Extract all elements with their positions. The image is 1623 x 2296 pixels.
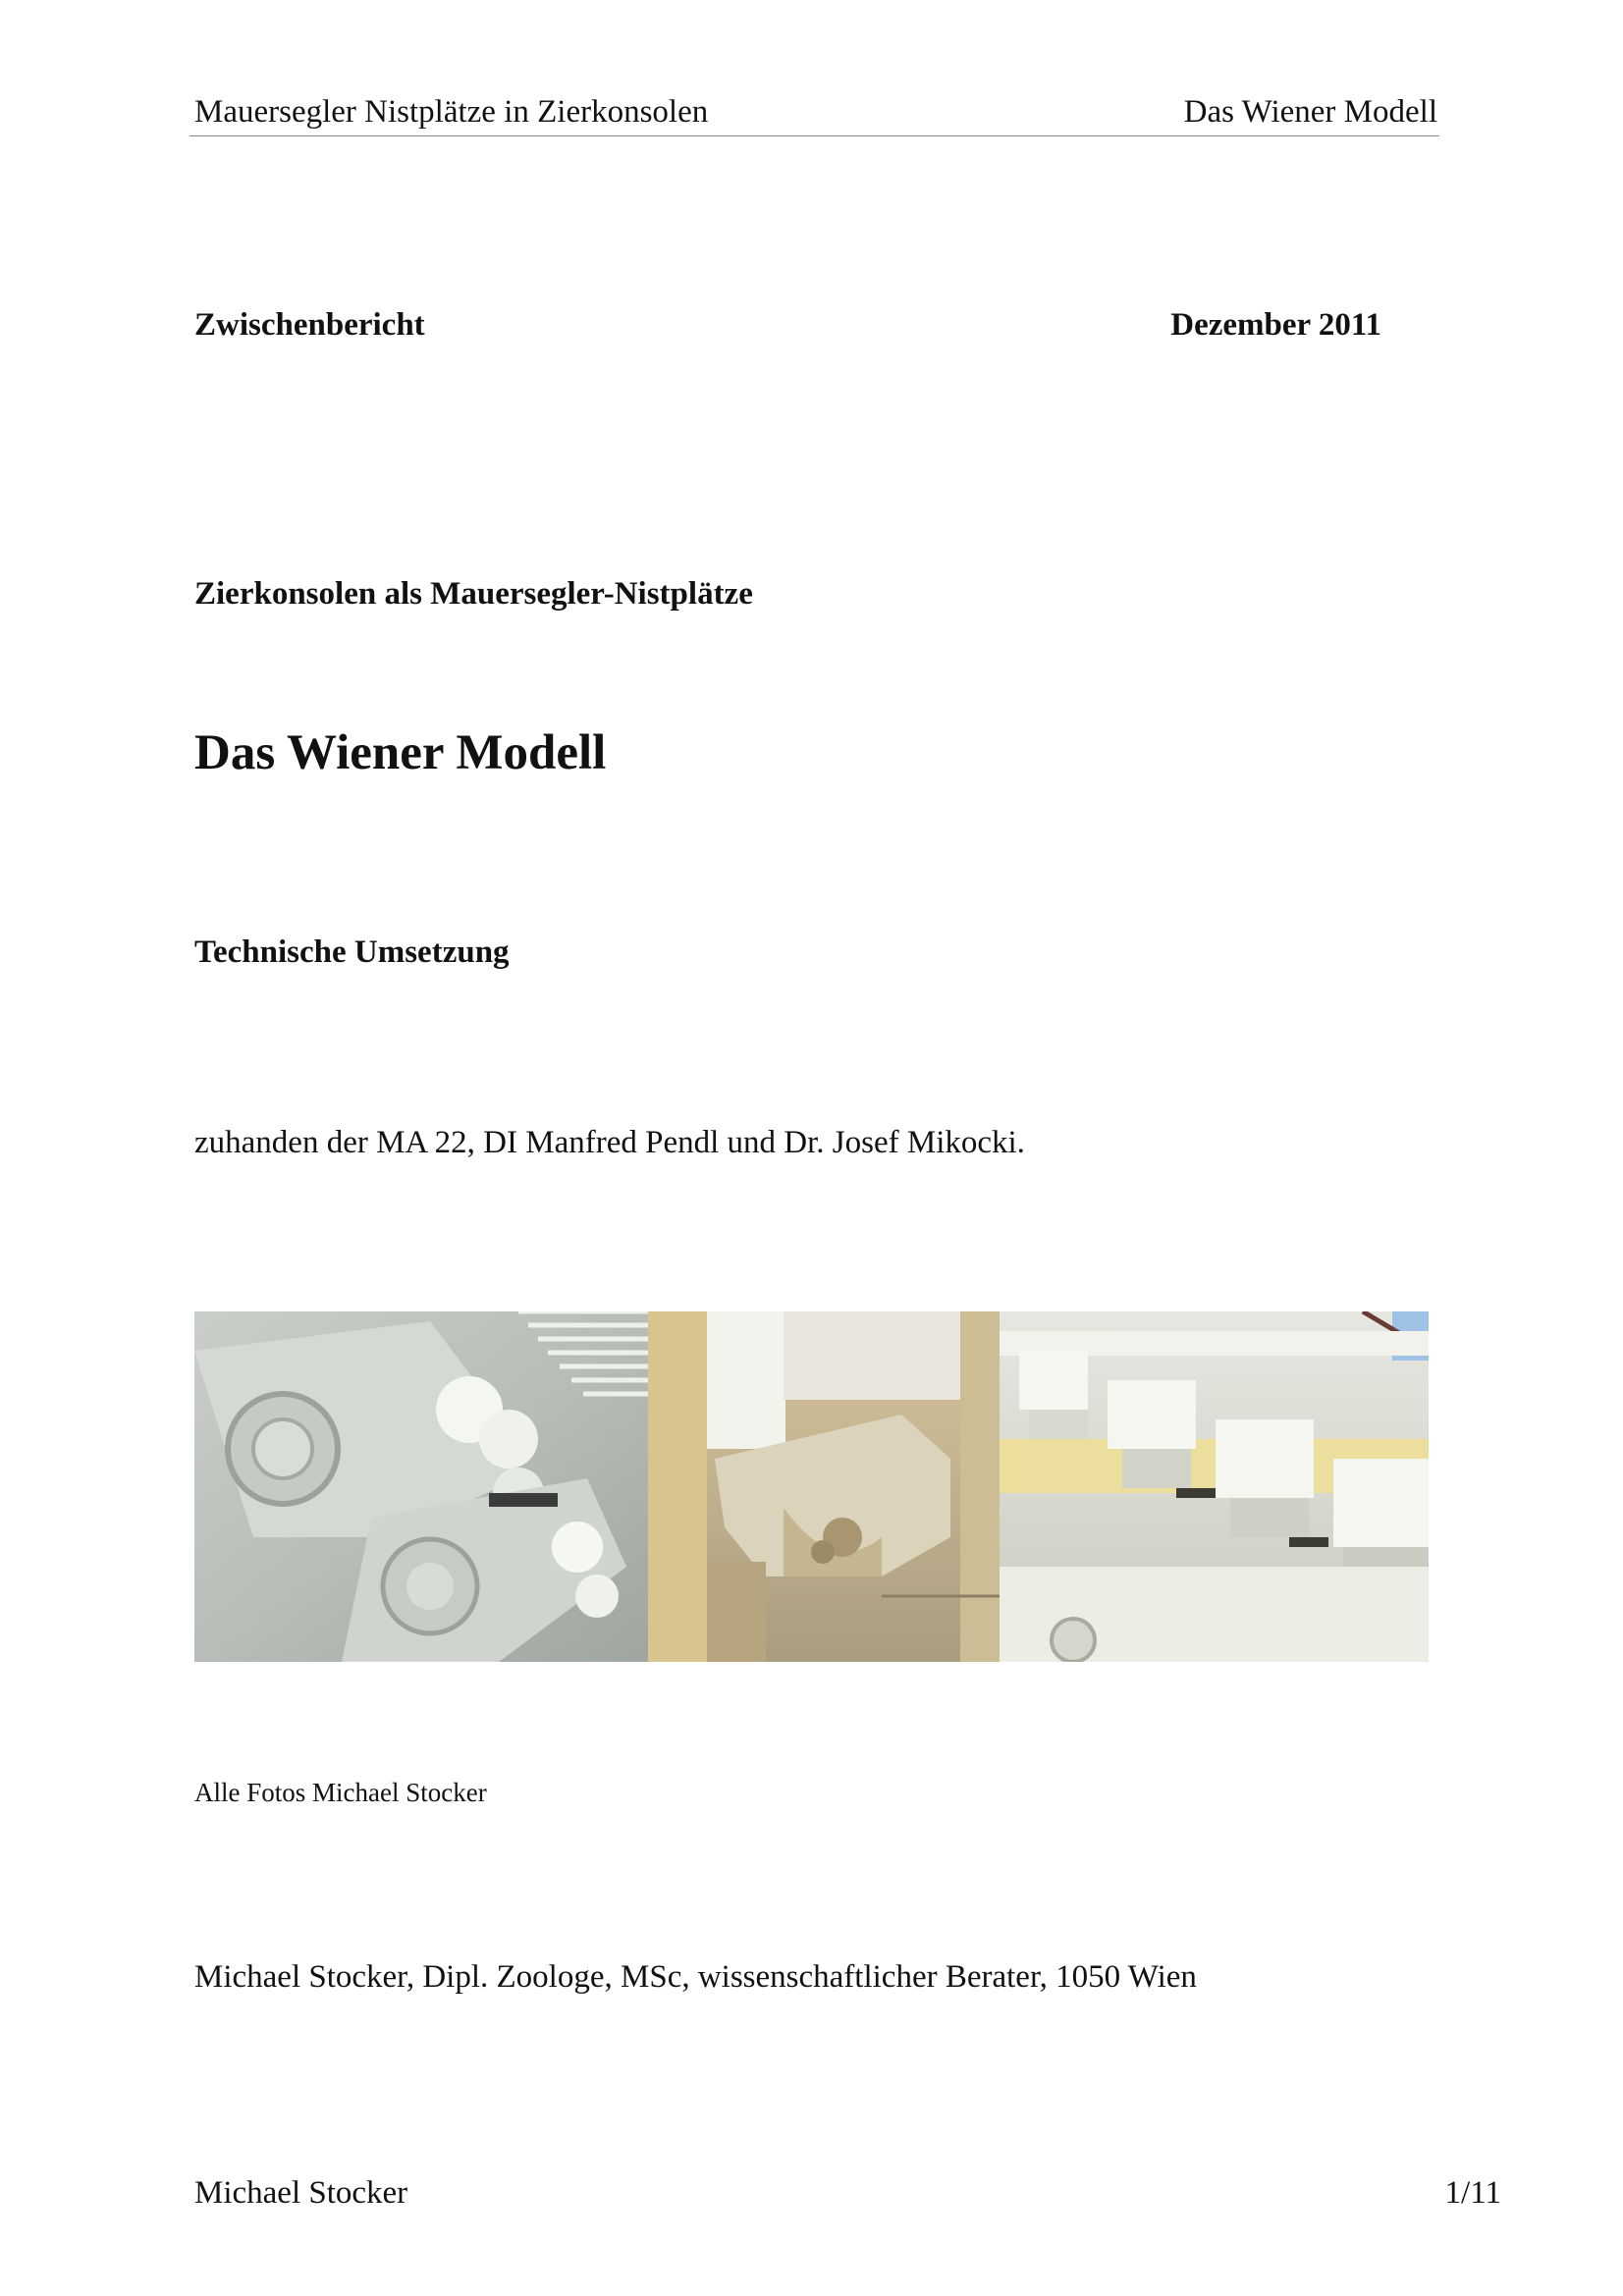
running-header-left: Mauersegler Nistplätze in Zierkonsolen bbox=[194, 94, 709, 130]
recipients-line: zuhanden der MA 22, DI Manfred Pendl und Dr. Josef Mikocki. bbox=[194, 1125, 1025, 1160]
cornice-modillions-photo bbox=[1000, 1311, 1429, 1662]
report-type: Zwischenbericht bbox=[194, 307, 425, 343]
footer-author: Michael Stocker bbox=[194, 2175, 408, 2211]
photo-credit: Alle Fotos Michael Stocker bbox=[194, 1778, 487, 1807]
running-header-right: Das Wiener Modell bbox=[1183, 94, 1437, 130]
document-subtitle: Technische Umsetzung bbox=[194, 934, 510, 970]
topic-heading: Zierkonsolen als Mauersegler-Nistplätze bbox=[194, 576, 753, 612]
report-date: Dezember 2011 bbox=[1170, 307, 1381, 343]
photo-strip bbox=[194, 1311, 1429, 1662]
author-line: Michael Stocker, Dipl. Zoologe, MSc, wissenschaftlicher Berater, 1050 Wien bbox=[194, 1959, 1197, 1995]
page-number: 1/11 bbox=[1444, 2175, 1501, 2211]
header-rule bbox=[189, 135, 1439, 136]
document-title: Das Wiener Modell bbox=[194, 725, 607, 780]
beige-corbel-photo bbox=[648, 1311, 1000, 1662]
white-scroll-corbels-photo bbox=[194, 1311, 648, 1662]
